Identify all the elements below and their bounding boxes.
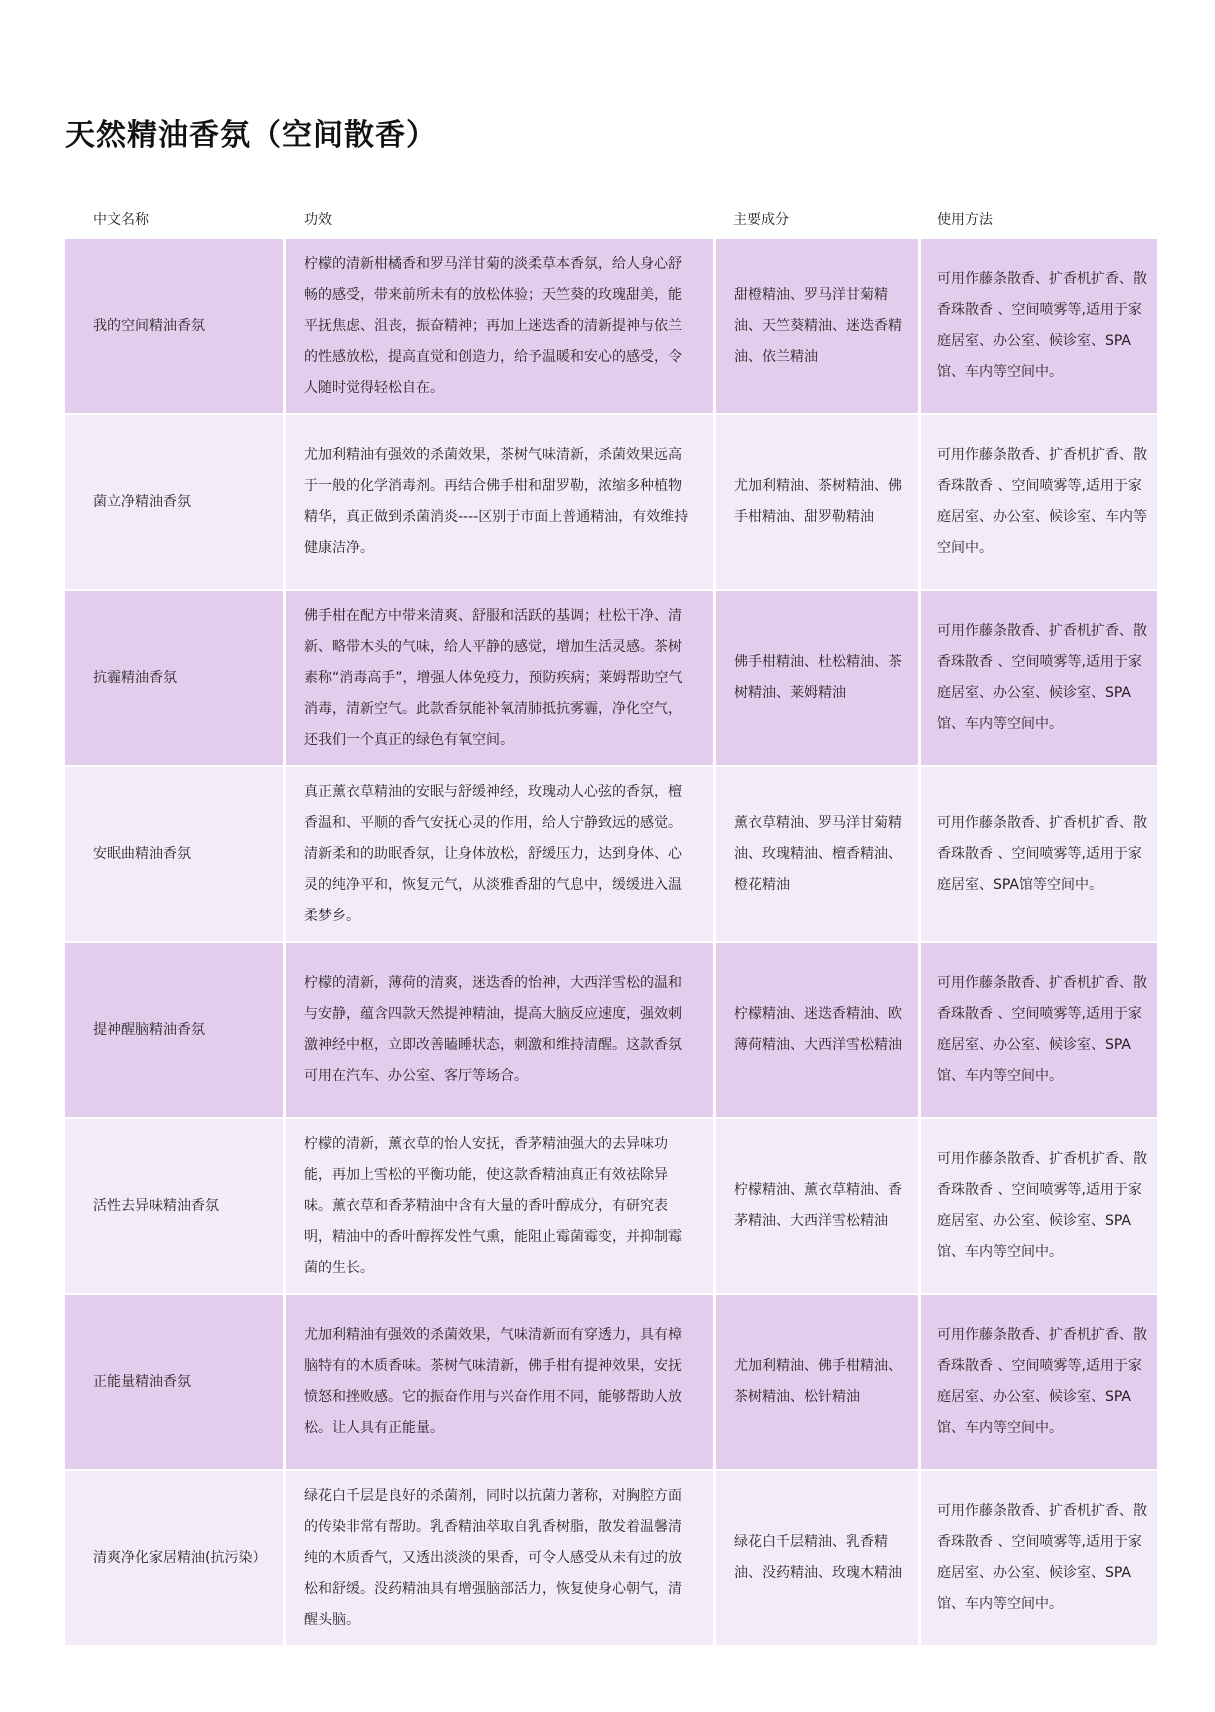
effect-text: 尤加利精油有强效的杀菌效果，茶树气味清新，杀菌效果远高于一般的化学消毒剂。再结合佛手柑和甜罗勒，浓缩多种植物精华，真正做到杀菌消炎----区别于市面上普通精油，有效维持健康洁净。 [304, 447, 689, 556]
effect-cell [286, 943, 713, 1117]
usage-text: 可用作藤条散香、扩香机扩香、散香珠散香 、空间喷雾等,适用于家庭居室、办公室、候诊室、车内等空间中。 [937, 447, 1147, 556]
usage-text: 可用作藤条散香、扩香机扩香、散香珠散香 、空间喷雾等,适用于家庭居室、办公室、候诊室、SPA馆、车内等空间中。 [937, 1503, 1147, 1612]
usage-text: 可用作藤条散香、扩香机扩香、散香珠散香 、空间喷雾等,适用于家庭居室、办公室、候诊室、SPA馆、车内等空间中。 [937, 623, 1147, 732]
ingredients-text: 绿花白千层精油、乳香精油、没药精油、玫瑰木精油 [734, 1534, 902, 1581]
usage-text: 可用作藤条散香、扩香机扩香、散香珠散香 、空间喷雾等,适用于家庭居室、办公室、候诊室、SPA馆、车内等空间中。 [937, 1151, 1147, 1260]
effect-cell [286, 767, 713, 941]
effect-cell [286, 591, 713, 765]
usage-cell [921, 1119, 1157, 1293]
effect-text: 柠檬的清新，薄荷的清爽，迷迭香的怡神，大西洋雪松的温和与安静，蕴含四款天然提神精油，提高大脑反应速度，强效刺激神经中枢，立即改善瞌睡状态，刺激和维持清醒。这款香氛可用在汽车、办公室、客厅等场合。 [304, 975, 682, 1084]
effect-cell [286, 1471, 713, 1645]
ingredients-cell [716, 1119, 918, 1293]
table-row [65, 415, 1159, 589]
ingredients-text: 薰衣草精油、罗马洋甘菊精油、玫瑰精油、檀香精油、橙花精油 [734, 814, 902, 893]
ingredients-cell [716, 415, 918, 589]
product-name-cell: 安眠曲精油香氛 [65, 767, 283, 941]
usage-text: 可用作藤条散香、扩香机扩香、散香珠散香 、空间喷雾等,适用于家庭居室、SPA馆等空间中。 [937, 814, 1147, 893]
product-table [65, 203, 1159, 1645]
effect-text: 真正薰衣草精油的安眠与舒缓神经，玫瑰动人心弦的香氛，檀香温和、平顺的香气安抚心灵的作用，给人宁静致远的感觉。清新柔和的助眠香氛，让身体放松，舒缓压力，达到身体、心灵的纯净平和，恢复元气，从淡雅香甜的气息中，缓缓进入温柔梦乡。 [304, 783, 682, 924]
table-row [65, 1471, 1159, 1645]
ingredients-text: 尤加利精油、茶树精油、佛手柑精油、甜罗勒精油 [734, 478, 902, 525]
effect-cell [286, 1119, 713, 1293]
ingredients-cell [716, 767, 918, 941]
product-name-cell: 清爽净化家居精油(抗污染） [65, 1471, 283, 1645]
product-name-cell: 正能量精油香氛 [65, 1295, 283, 1469]
column-header-ingredients: 主要成分 [733, 212, 789, 228]
ingredients-cell [716, 1295, 918, 1469]
usage-cell [921, 239, 1157, 413]
column-header-name: 中文名称 [93, 212, 149, 228]
usage-text: 可用作藤条散香、扩香机扩香、散香珠散香 、空间喷雾等,适用于家庭居室、办公室、候诊室、SPA馆、车内等空间中。 [937, 271, 1147, 380]
table-header [65, 203, 1159, 237]
ingredients-text: 柠檬精油、迷迭香精油、欧薄荷精油、大西洋雪松精油 [734, 1006, 902, 1053]
usage-cell [921, 1471, 1157, 1645]
column-header-effect: 功效 [304, 212, 332, 228]
effect-text: 柠檬的清新，薰衣草的怡人安抚，香茅精油强大的去异味功能，再加上雪松的平衡功能，使这款香精油真正有效祛除异味。薰衣草和香茅精油中含有大量的香叶醇成分，有研究表明，精油中的香叶醇挥发性气熏，能阻止霉菌霉变，并抑制霉菌的生长。 [304, 1135, 682, 1276]
table-row [65, 239, 1159, 413]
usage-text: 可用作藤条散香、扩香机扩香、散香珠散香 、空间喷雾等,适用于家庭居室、办公室、候诊室、SPA馆、车内等空间中。 [937, 975, 1147, 1084]
page-title: 天然精油香氛（空间散香） [65, 118, 437, 153]
product-name-cell: 活性去异味精油香氛 [65, 1119, 283, 1293]
usage-cell [921, 943, 1157, 1117]
ingredients-text: 柠檬精油、薰衣草精油、香茅精油、大西洋雪松精油 [734, 1182, 902, 1229]
usage-text: 可用作藤条散香、扩香机扩香、散香珠散香 、空间喷雾等,适用于家庭居室、办公室、候诊室、SPA馆、车内等空间中。 [937, 1327, 1147, 1436]
effect-text: 绿花白千层是良好的杀菌剂，同时以抗菌力著称，对胸腔方面的传染非常有帮助。乳香精油萃取自乳香树脂，散发着温馨清纯的木质香气，又透出淡淡的果香，可令人感受从未有过的放松和舒缓。没药精油具有增强脑部活力，恢复使身心朝气，清醒头脑。 [304, 1487, 682, 1628]
product-name-cell: 抗霾精油香氛 [65, 591, 283, 765]
effect-cell [286, 415, 713, 589]
table-row [65, 1119, 1159, 1293]
table-row [65, 1295, 1159, 1469]
ingredients-text: 甜橙精油、罗马洋甘菊精油、天竺葵精油、迷迭香精油、依兰精油 [734, 286, 902, 365]
table-row [65, 943, 1159, 1117]
effect-text: 佛手柑在配方中带来清爽、舒服和活跃的基调；杜松干净、清新、略带木头的气味，给人平静的感觉，增加生活灵感。茶树素称“消毒高手”，增强人体免疫力，预防疾病；莱姆帮助空气消毒，清新空气。此款香氛能补氧清肺抵抗雾霾，净化空气，还我们一个真正的绿色有氧空间。 [304, 607, 683, 748]
ingredients-cell [716, 943, 918, 1117]
ingredients-cell [716, 239, 918, 413]
usage-cell [921, 591, 1157, 765]
effect-text: 柠檬的清新柑橘香和罗马洋甘菊的淡柔草本香氛，给人身心舒畅的感受，带来前所未有的放松体验；天竺葵的玫瑰甜美，能平抚焦虑、沮丧，振奋精神；再加上迷迭香的清新提神与依兰的性感放松，提高直觉和创造力，给予温暖和安心的感受，令人随时觉得轻松自在。 [304, 255, 682, 396]
usage-cell [921, 767, 1157, 941]
usage-cell [921, 415, 1157, 589]
effect-cell [286, 1295, 713, 1469]
ingredients-text: 尤加利精油、佛手柑精油、茶树精油、松针精油 [734, 1358, 902, 1405]
ingredients-cell [716, 591, 918, 765]
product-name-cell: 提神醒脑精油香氛 [65, 943, 283, 1117]
usage-cell [921, 1295, 1157, 1469]
ingredients-text: 佛手柑精油、杜松精油、茶树精油、莱姆精油 [734, 654, 902, 701]
product-name-cell: 我的空间精油香氛 [65, 239, 283, 413]
table-row [65, 591, 1159, 765]
column-header-usage: 使用方法 [937, 212, 993, 228]
product-name-cell: 菌立净精油香氛 [65, 415, 283, 589]
table-row [65, 767, 1159, 941]
effect-cell [286, 239, 713, 413]
effect-text: 尤加利精油有强效的杀菌效果，气味清新而有穿透力，具有樟脑特有的木质香味。茶树气味清新，佛手柑有提神效果，安抚愤怒和挫败感。它的振奋作用与兴奋作用不同，能够帮助人放松。让人具有正能量。 [304, 1327, 682, 1436]
ingredients-cell [716, 1471, 918, 1645]
